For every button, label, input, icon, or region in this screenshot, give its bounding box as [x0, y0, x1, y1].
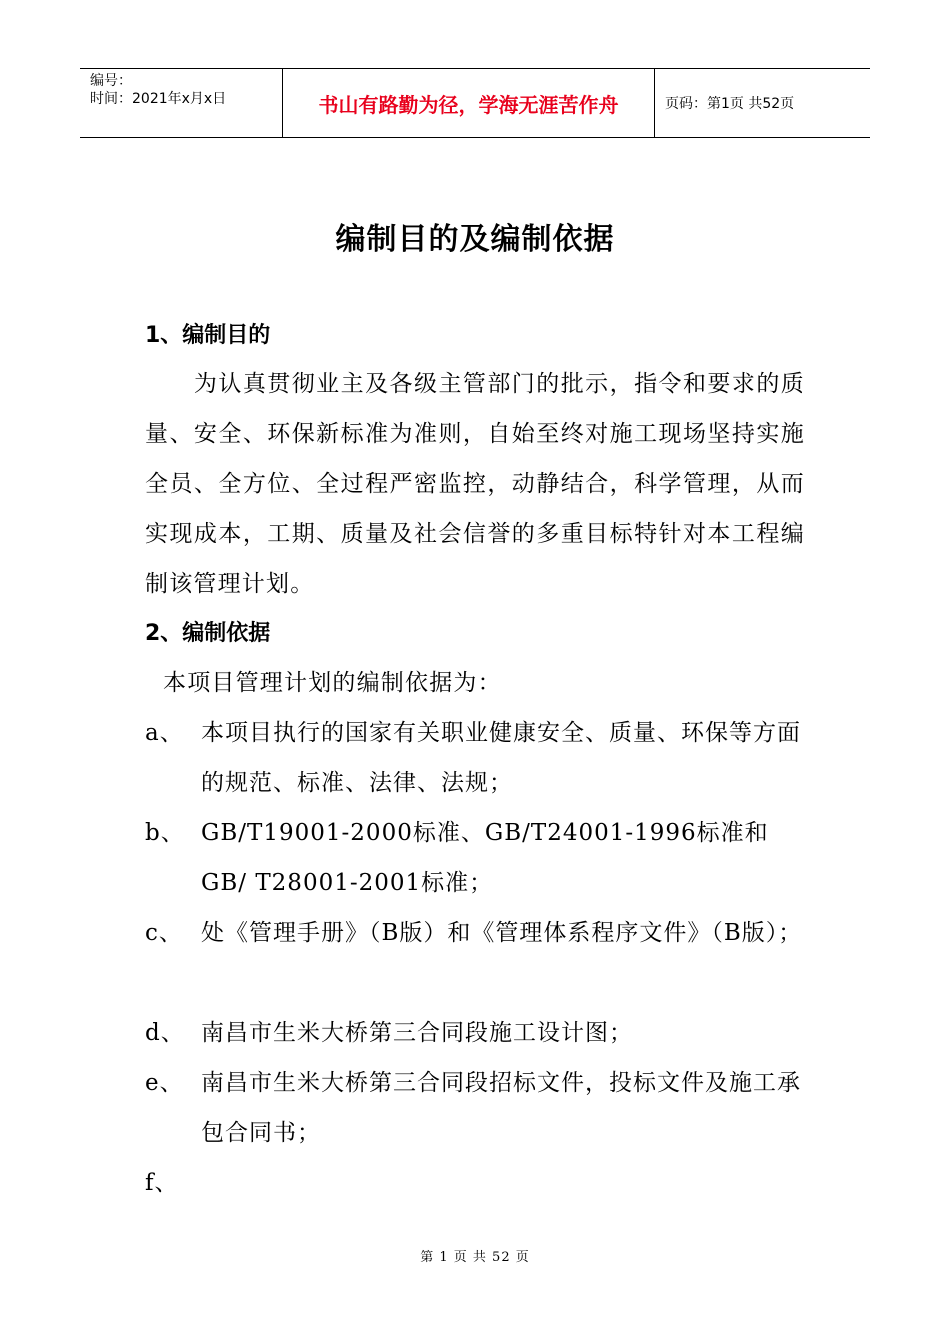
page-header [80, 68, 870, 138]
list-item-label: b、 [145, 820, 185, 846]
list-item-label: a、 [145, 720, 184, 746]
header-date: 时间：2021年x月x日 [90, 91, 227, 107]
list-item-label: d、 [145, 1020, 185, 1046]
list-item-text: GB/T19001-2000标准、GB/T24001-1996标准和GB/ T28001-2001标准； [201, 820, 769, 896]
list-item-text: 本项目执行的国家有关职业健康安全、质量、环保等方面的规范、标准、法律、法规； [201, 720, 801, 796]
list-item-label: c、 [145, 920, 183, 946]
page-footer: 第 1 页 共 52 页 [420, 1250, 530, 1265]
section-2-intro: 本项目管理计划的编制依据为： [163, 670, 502, 696]
header-meta [80, 69, 282, 137]
section-1-paragraph: 为认真贯彻业主及各级主管部门的批示，指令和要求的质量、安全、环保新标准为准则，自始至终对施工现场坚持实施全员、全方位、全过程严密监控，动静结合，科学管理，从而实现成本，工期、质量及社会信誉的多重目标特针对本工程编制该管理计划。 [145, 371, 805, 597]
list-item-text: 南昌市生米大桥第三合同段招标文件，投标文件及施工承包合同书； [201, 1070, 801, 1146]
list-item-label: f、 [145, 1170, 179, 1196]
section-1-heading: 1、编制目的 [145, 323, 271, 348]
header-page-info: 页码：第1页 共52页 [665, 96, 795, 112]
header-number-label: 编号： [90, 73, 132, 89]
document-title: 编制目的及编制依据 [335, 222, 615, 257]
section-2-heading: 2、编制依据 [145, 621, 271, 646]
list-item-text: 处《管理手册》（B版）和《管理体系程序文件》（B版）； [201, 920, 803, 946]
list-item-label: e、 [145, 1070, 184, 1096]
header-motto: 书山有路勤为径，学海无涯苦作舟 [282, 69, 655, 137]
list-item-text: 南昌市生米大桥第三合同段施工设计图； [201, 1020, 633, 1046]
